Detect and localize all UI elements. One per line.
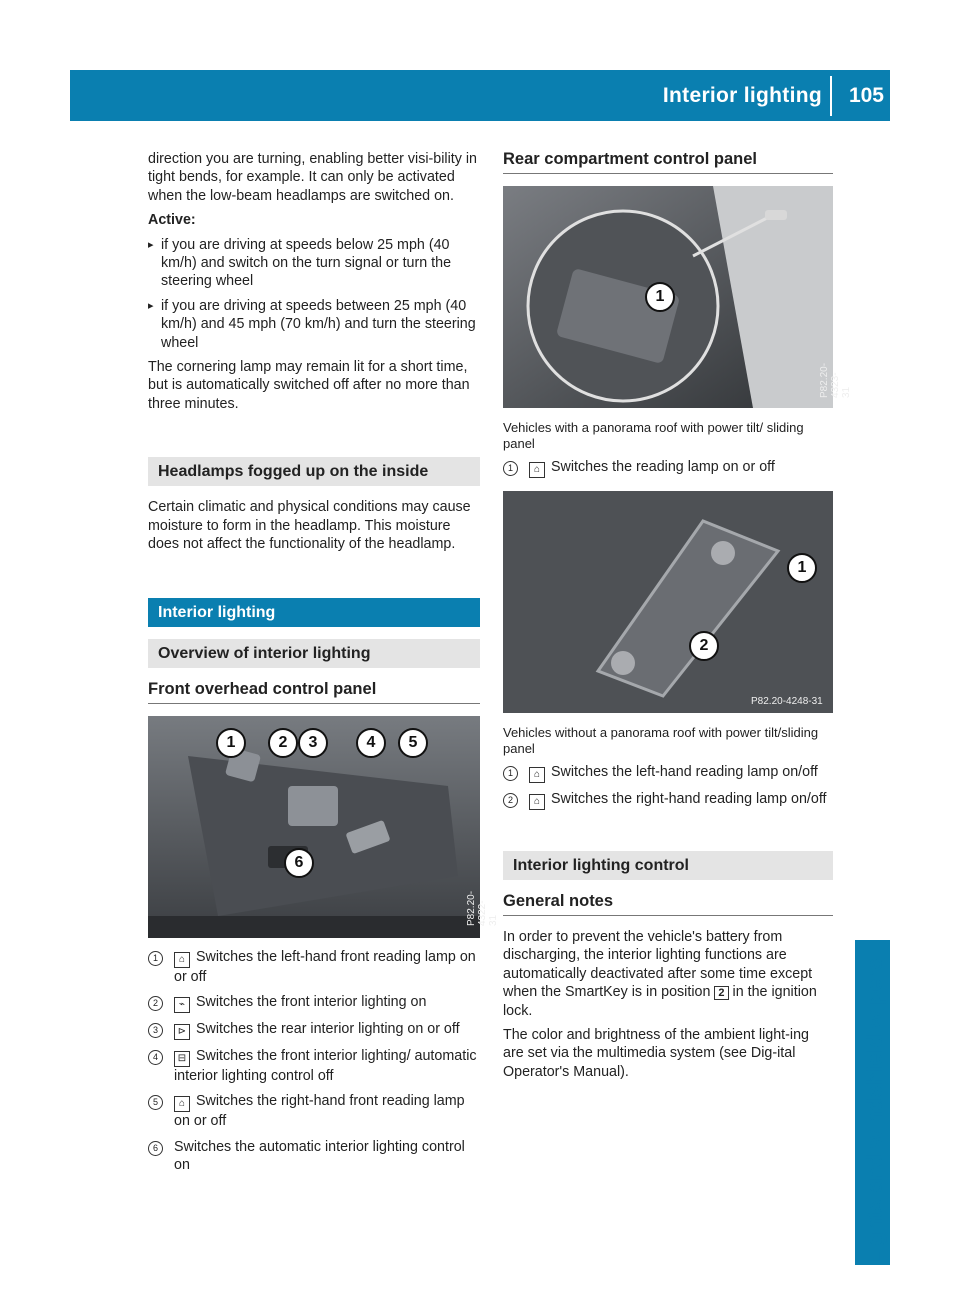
- page-number: 105: [848, 84, 884, 107]
- legend-item-1: [148, 948, 480, 986]
- item-number: 1: [503, 461, 518, 476]
- reading-lamp-icon: ⌂: [174, 952, 190, 968]
- control-heading: Interior lighting control: [503, 851, 833, 880]
- item-text: Switches the rear interior lighting on or off: [196, 1020, 460, 1037]
- header-separator: [830, 76, 832, 116]
- cornering-note: The cornering lamp may remain lit for a short time, but is automatically switched off after no more than three minutes.: [148, 359, 470, 412]
- callout-4: 4: [356, 728, 386, 758]
- front-panel-heading: Front overhead control panel: [148, 680, 480, 704]
- active-label: Active:: [148, 212, 196, 229]
- list-item: ▸ if you are driving at speeds below 25 mph (40 km/h) and switch on the turn signal or turn the steering wheel: [148, 236, 480, 291]
- item-number: 1: [148, 951, 163, 966]
- interior-lighting-heading: Interior lighting: [148, 598, 480, 627]
- list-item: ▸ if you are driving at speeds between 25 mph (40 km/h) and 45 mph (70 km/h) and turn the steering wheel: [148, 297, 480, 352]
- legend-item-2: [503, 790, 833, 810]
- legend-item-3: [148, 1020, 480, 1040]
- legend-item-1: [503, 458, 833, 478]
- legend-item-4: [148, 1047, 480, 1085]
- callout-3: 3: [298, 728, 328, 758]
- callout-1: 1: [216, 728, 246, 758]
- right-column: [503, 150, 852, 1087]
- left-column: [148, 150, 499, 1182]
- intro-paragraph: direction you are turning, enabling better visi-bility in tight bends, for example. It can only be activated when the low-beam headlamps are switched on.: [148, 151, 478, 204]
- reading-lamp-icon: ⌂: [174, 1096, 190, 1112]
- figure-code: P82.20-4323-31: [819, 362, 852, 398]
- item-number: 6: [148, 1141, 163, 1156]
- fog-heading: Headlamps fogged up on the inside: [148, 457, 480, 486]
- callout-2: 2: [689, 631, 719, 661]
- side-tab-label: Lights and windshield wipers: [862, 958, 887, 1265]
- key-position-badge: 2: [714, 986, 728, 1000]
- item-text: Switches the left-hand reading lamp on/off: [551, 764, 818, 780]
- callout-1: 1: [787, 553, 817, 583]
- rear-panel-illustration-2: [503, 491, 833, 713]
- text-fragment: in the ignition lock.: [503, 984, 817, 1019]
- legend-item-1: [503, 763, 833, 783]
- item-text: Switches the front interior lighting/ automatic interior lighting control off: [174, 1047, 477, 1084]
- text-fragment: In order to prevent the vehicle's battery from discharging, the interior lighting functions are automatically deactivated after some time except when the SmartKey is in position: [503, 929, 813, 1001]
- callout-1: 1: [645, 282, 675, 312]
- general-paragraph-1: [503, 928, 833, 1020]
- callout-5: 5: [398, 728, 428, 758]
- rear-panel-heading: Rear compartment control panel: [503, 150, 833, 174]
- item-text: Switches the right-hand reading lamp on/off: [551, 791, 827, 807]
- reading-lamp-icon: ⌂: [529, 462, 545, 478]
- legend-item-5: [148, 1092, 480, 1130]
- item-number: 1: [503, 766, 518, 781]
- rear-panel-photo-1: [503, 186, 852, 408]
- callout-2: 2: [268, 728, 298, 758]
- item-text: Switches the reading lamp on or off: [551, 459, 775, 475]
- item-number: 5: [148, 1095, 163, 1110]
- item-number: 3: [148, 1023, 163, 1038]
- item-text: Switches the left-hand front reading lamp on or off: [174, 948, 476, 985]
- item-text: Switches the right-hand front reading lamp on or off: [174, 1093, 465, 1130]
- front-light-icon: ⌁: [174, 997, 190, 1013]
- rear-panel-photo-2: [503, 491, 833, 713]
- item-text: Switches the automatic interior lighting control on: [174, 1138, 465, 1174]
- front-panel-photo: [148, 716, 499, 938]
- reading-lamp-icon: ⌂: [529, 794, 545, 810]
- general-notes-heading: General notes: [503, 892, 833, 916]
- light-off-icon: ⊟: [174, 1051, 190, 1067]
- rear-light-icon: ⊳: [174, 1024, 190, 1040]
- item-number: 4: [148, 1050, 163, 1065]
- general-paragraph-2: The color and brightness of the ambient light-ing are set via the multimedia system (see Dig-ital Operator's Manual).: [503, 1027, 809, 1080]
- figure-caption: Vehicles with a panorama roof with power tilt/ sliding panel: [503, 420, 804, 451]
- section-title: Interior lighting: [662, 84, 822, 107]
- item-number: 2: [148, 996, 163, 1011]
- fog-paragraph: Certain climatic and physical conditions may cause moisture to form in the headlamp. This moisture does not affect the functionality of the headlamp.: [148, 499, 471, 553]
- active-conditions-list: [148, 236, 480, 352]
- figure-caption: Vehicles without a panorama roof with power tilt/sliding panel: [503, 725, 819, 756]
- callout-6: 6: [284, 848, 314, 878]
- figure-code: P82.20-4322-31: [466, 890, 499, 926]
- legend-item-6: [148, 1138, 480, 1175]
- item-number: 2: [503, 793, 518, 808]
- item-text: Switches the front interior lighting on: [196, 993, 427, 1010]
- legend-item-2: [148, 993, 480, 1013]
- reading-lamp-icon: ⌂: [529, 767, 545, 783]
- overview-heading: Overview of interior lighting: [148, 639, 480, 668]
- figure-code: P82.20-4248-31: [751, 696, 823, 707]
- page-header-bar: [70, 70, 890, 121]
